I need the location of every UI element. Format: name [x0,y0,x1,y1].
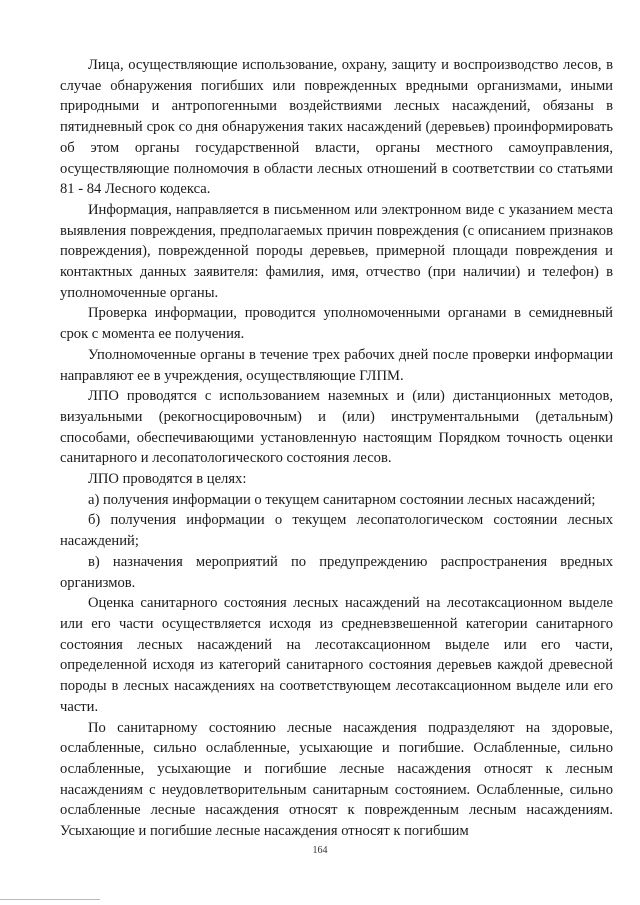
list-item-goal-a: а) получения информации о текущем санитарном состоянии лесных насаждений; [88,491,596,508]
paragraph-sanitary-categories: По санитарному состоянию лесные насаждения подразделяют на здоровые, ослабленные, сильно ослабленные, усыхающие и погибшие. Ослабленные, сильно ослабленные, усыхающие и погибшие лесные насаждения относят к лесным насаждениям с неудовлетворительным санитарным состоянием. Ослабленные, сильно ослабленные лесные насаждения относят к поврежденным лесным насаждениям. Усыхающие и погибшие лесные насаждения относят к погибшим [60,719,613,840]
page-number: 164 [312,845,328,856]
paragraph-information-content: Информация, направляется в письменном или электронном виде с указанием места выявления повреждения, предполагаемых причин повреждения (с описанием признаков повреждения), поврежденной породы деревьев, примерной площади повреждения и контактных данных заявителя: фамилия, имя, отчество (при наличии) и телефон) в уполномоченные органы. [60,201,613,301]
document-body [60,55,613,842]
list-item-goal-b: б) получения информации о текущем лесопатологическом состоянии лесных насаждений; [60,512,613,550]
list-item-goal-c: в) назначения мероприятий по предупреждению распространения вредных организмов. [60,553,613,591]
paragraph-sanitary-assessment: Оценка санитарного состояния лесных насаждений на лесотаксационном выделе или его части осуществляется исходя из средневзвешенной категории санитарного состояния лесных насаждений на лесотаксационном выделе или его части, определенной исходя из категорий санитарного состояния деревьев каждой древесной породы в лесных насаждениях на соответствующем лесотаксационном выделе или его части. [60,595,613,715]
paragraph-lpo-goals: ЛПО проводятся в целях: [88,471,247,488]
paragraph-lpo-methods: ЛПО проводятся с использованием наземных и (или) дистанционных методов, визуальными (рекогносцировочным) и (или) инструментальными (детальным) способами, обеспечивающими установленную настоящим Порядком точность оценки санитарного и лесопатологического состояния лесов. [60,388,613,467]
paragraph-verification: Проверка информации, проводится уполномоченными органами в семидневный срок с момента ее получения. [60,305,613,343]
paragraph-authorities-forwarding: Уполномоченные органы в течение трех рабочих дней после проверки информации направляют ее в учреждения, осуществляющие ГЛПМ. [60,346,613,384]
paragraph-reporting-obligation: Лица, осуществляющие использование, охрану, защиту и воспроизводство лесов, в случае обнаружения погибших или поврежденных вредными организмами, иными природными и антропогенными воздействиями лесных насаждений, обязаны в пятидневный срок со дня обнаружения таких насаждений (деревьев) проинформировать об этом органы государственной власти, органы местного самоуправления, осуществляющие полномочия в области лесных отношений в соответствии со статьями 81 - 84 Лесного кодекса. [60,57,613,198]
scan-edge-line [0,899,100,900]
